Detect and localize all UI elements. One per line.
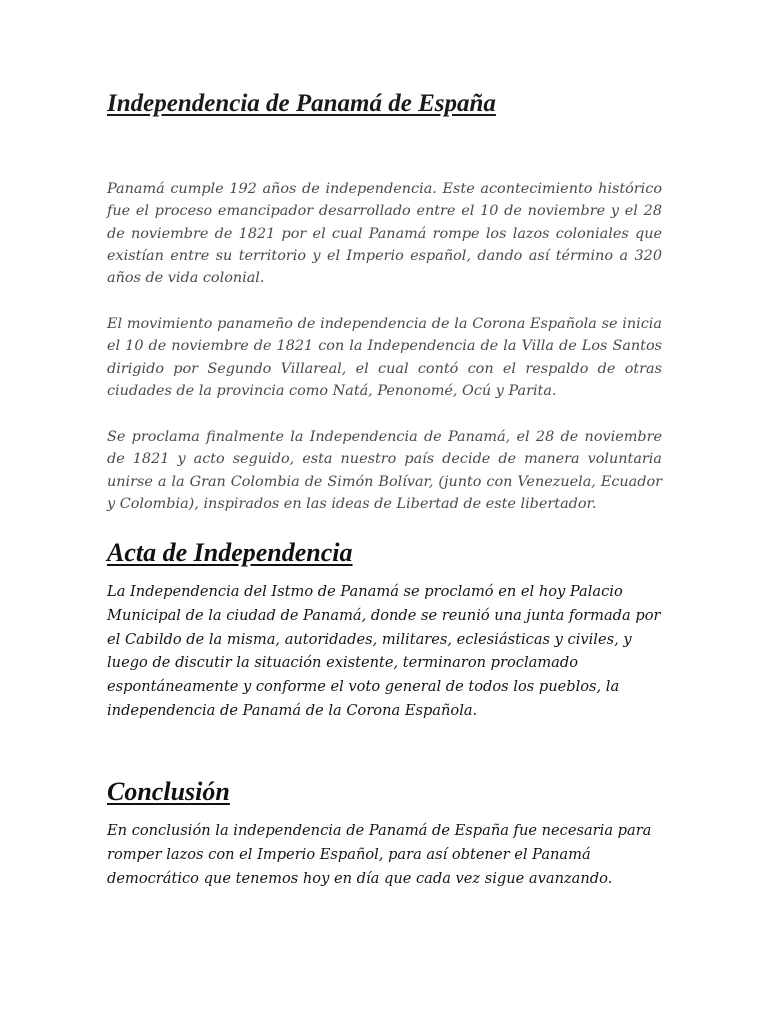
intro-paragraph-3: Se proclama finalmente la Independencia de Panamá, el 28 de noviembre de 1821 y acto seguido, esta nuestro país decide de manera voluntaria unirse a la Gran Colombia de Simón Bolívar, (junto con Venezuela, Ecuador y Colombia), inspirados en las ideas de Libertad de este libertador. <box>107 429 662 512</box>
section-heading-conclusion: Conclusión <box>107 777 230 806</box>
intro-paragraph-1: Panamá cumple 192 años de independencia. Este acontecimiento histórico fue el proceso emancipador desarrollado entre el 10 de noviembre y el 28 de noviembre de 1821 por el cual Panamá rompe los lazos coloniales que existían entre su territorio y el Imperio español, dando así término a 320 años de vida colonial. <box>107 181 662 287</box>
section-text-acta: La Independencia del Istmo de Panamá se proclamó en el hoy Palacio Municipal de la ciudad de Panamá, donde se reunió una junta formada por el Cabildo de la misma, autoridades, militares, eclesiásticas y civiles, y luego de discutir la situación existente, terminaron proclamado espontáneamente y conforme el voto general de todos los pueblos, la independencia de Panamá de la Corona Española. <box>107 583 661 719</box>
section-heading-acta: Acta de Independencia <box>107 538 353 567</box>
intro-paragraph-2: El movimiento panameño de independencia de la Corona Española se inicia el 10 de noviembre de 1821 con la Independencia de la Villa de Los Santos dirigido por Segundo Villareal, el cual contó con el respaldo de otras ciudades de la provincia como Natá, Penonomé, Ocú y Parita. <box>107 316 662 399</box>
document-title: Independencia de Panamá de España <box>107 90 496 117</box>
section-text-conclusion: En conclusión la independencia de Panamá de España fue necesaria para romper lazos con el Imperio Español, para así obtener el Panamá democrático que tenemos hoy en día que cada vez sigue avanzando. <box>107 822 652 887</box>
